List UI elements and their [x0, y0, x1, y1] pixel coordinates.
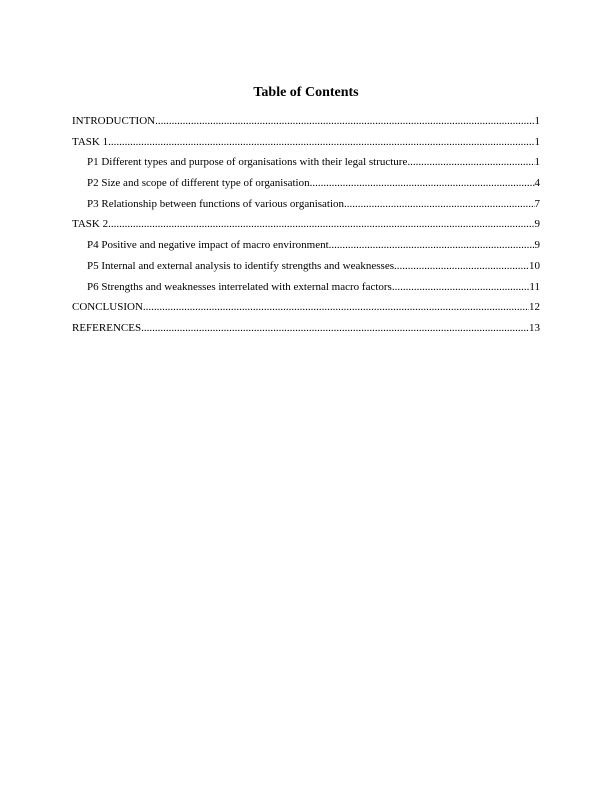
- toc-leader-dots: [329, 238, 535, 252]
- toc-leader-dots: [310, 176, 535, 190]
- toc-entry-page: 7: [534, 197, 540, 210]
- toc-entry-label: P6 Strengths and weaknesses interrelated with external macro factors: [87, 280, 392, 293]
- toc-entry-page: 10: [529, 259, 540, 272]
- toc-entry-conclusion[interactable]: [72, 300, 540, 321]
- toc-entry-p5[interactable]: [72, 259, 540, 280]
- toc-entry-label: P2 Size and scope of different type of organisation: [87, 177, 310, 190]
- toc-entry-label: P5 Internal and external analysis to identify strengths and weaknesses: [87, 259, 395, 272]
- toc-leader-dots: [394, 259, 529, 273]
- toc-entry-references[interactable]: [72, 321, 540, 342]
- toc-entry-p4[interactable]: [72, 238, 540, 259]
- toc-entry-p1[interactable]: [72, 155, 540, 176]
- toc-entry-label: P4 Positive and negative impact of macro environment: [87, 239, 329, 252]
- toc-title: Table of Contents: [253, 85, 359, 100]
- toc-leader-dots: [392, 280, 530, 294]
- toc-leader-dots: [344, 197, 534, 211]
- toc-leader-dots: [155, 114, 534, 128]
- toc-entry-page: 1: [534, 156, 540, 169]
- toc-entry-task-2[interactable]: [72, 217, 540, 238]
- toc-entry-p3[interactable]: [72, 197, 540, 218]
- toc-entry-label: TASK 1: [72, 135, 109, 148]
- toc-entry-page: 12: [529, 301, 540, 314]
- toc-leader-dots: [143, 300, 529, 314]
- toc-entry-label: TASK 2: [72, 218, 109, 231]
- toc-leader-dots: [108, 217, 534, 231]
- toc-entry-page: 9: [534, 218, 540, 231]
- toc-entry-page: 13: [529, 321, 540, 334]
- toc-entry-label: REFERENCES: [72, 321, 142, 334]
- toc-entry-page: 11: [529, 280, 540, 293]
- toc-entry-page: 4: [534, 177, 540, 190]
- toc-entry-label: P1 Different types and purpose of organisations with their legal structure: [87, 156, 408, 169]
- toc-entry-page: 1: [534, 135, 540, 148]
- toc-list: [72, 114, 540, 342]
- toc-leader-dots: [141, 321, 529, 335]
- toc-leader-dots: [407, 155, 534, 169]
- toc-entry-page: 1: [534, 115, 540, 127]
- toc-leader-dots: [108, 135, 534, 149]
- toc-entry-label: CONCLUSION: [72, 301, 143, 314]
- toc-entry-label: INTRODUCTION: [72, 115, 156, 127]
- toc-entry-introduction[interactable]: [72, 114, 540, 135]
- toc-entry-label: P3 Relationship between functions of various organisation: [87, 197, 345, 210]
- toc-entry-task-1[interactable]: [72, 135, 540, 156]
- toc-entry-p2[interactable]: [72, 176, 540, 197]
- toc-entry-page: 9: [534, 239, 540, 252]
- toc-entry-p6[interactable]: [72, 280, 540, 301]
